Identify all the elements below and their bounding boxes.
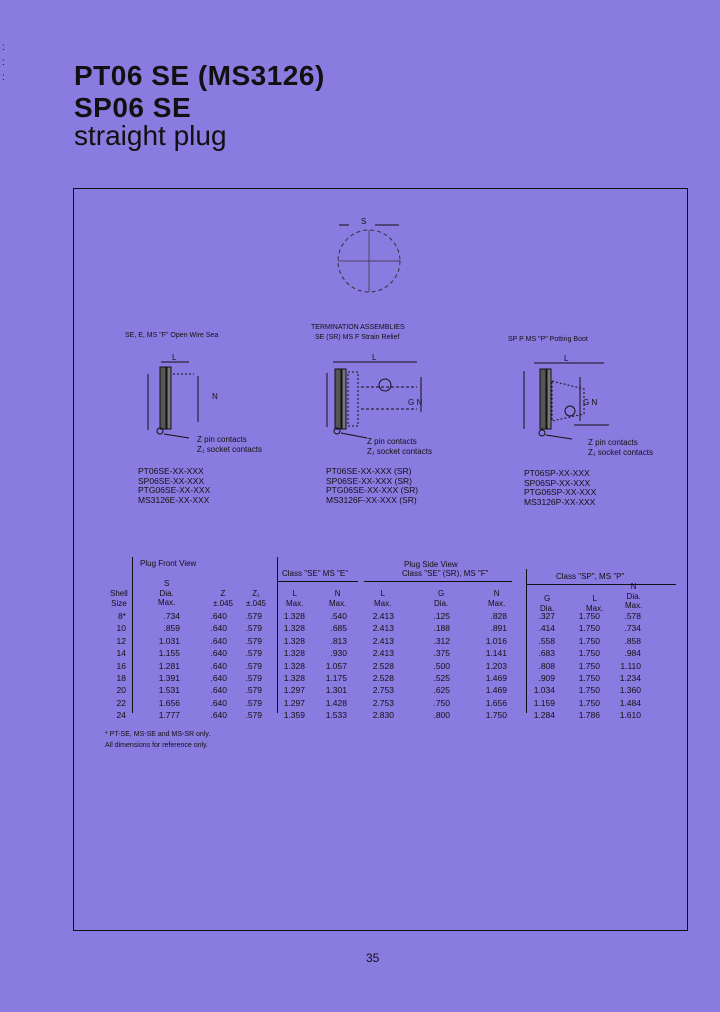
table-cell-sr_l: 2.413: [372, 635, 394, 646]
table-cell-sp_g: .327: [538, 611, 555, 621]
table-cell-sr_g: .500: [433, 660, 450, 671]
header-se-l: L Max.: [286, 589, 304, 608]
table-cell-sr_n: 1.656: [485, 697, 507, 708]
part-number: SP06SE-XX-XXX (SR): [326, 475, 412, 486]
group-class-sp: Class "SP", MS "P": [556, 572, 625, 581]
right-part-numbers: [524, 469, 596, 507]
table-cell-sp_l: 1.750: [578, 648, 600, 659]
header-se-n: N Max.: [329, 589, 347, 608]
table-cell-se_l: 1.328: [283, 611, 305, 621]
group-plug-side-view: Plug Side View: [404, 560, 458, 569]
table-cell-sr_n: 1.141: [485, 648, 507, 659]
table-cell-z: .640: [210, 635, 227, 646]
margin-marks: : : :: [2, 42, 5, 83]
table-cell-sp_g: 1.034: [533, 685, 555, 696]
header-sr-l: L Max.: [374, 589, 392, 608]
table-cell-sp_l: 1.750: [578, 697, 600, 708]
table-cell-sp_l: 1.750: [578, 660, 600, 671]
table-cell-z: .640: [210, 648, 227, 659]
part-number: MS3126E-XX-XXX: [138, 494, 210, 505]
group-plug-front-view: Plug Front View: [140, 559, 197, 568]
table-cell-se_n: 1.175: [325, 673, 347, 684]
right-socket-contacts-label: Z₁ socket contacts: [588, 448, 653, 457]
table-cell-z1: .579: [245, 611, 262, 621]
middle-socket-contacts-label: Z₁ socket contacts: [367, 447, 432, 456]
table-cell-sr_n: 1.469: [485, 685, 507, 696]
part-number: PT06SE-XX-XXX (SR): [326, 466, 412, 476]
header-s: S Dia. Max.: [158, 579, 176, 607]
column-sp-g: [527, 610, 555, 722]
table-cell-z1: .579: [245, 623, 262, 634]
table-cell-sp_l: 1.750: [578, 685, 600, 696]
table-cell-z1: .579: [245, 685, 262, 696]
potting-boot-plug-drawing: [514, 359, 629, 444]
table-cell-sr_n: .828: [490, 611, 507, 621]
part-number: PT06SE-XX-XXX: [138, 466, 204, 476]
table-cell-z1: .579: [245, 660, 262, 671]
table-cell-sp_n: .734: [624, 623, 641, 634]
table-cell-z: .640: [210, 697, 227, 708]
table-cell-sp_n: .578: [624, 611, 641, 621]
table-cell-shell: 8*: [117, 611, 126, 621]
table-cell-z: .640: [210, 611, 227, 621]
table-cell-sr_g: .312: [433, 635, 450, 646]
middle-part-numbers: [326, 467, 418, 505]
right-dim-GN: G N: [583, 398, 598, 407]
table-cell-sp_g: 1.284: [533, 710, 555, 721]
column-z1: [240, 610, 262, 722]
table-cell-sp_l: 1.750: [578, 623, 600, 634]
table-cell-z: .640: [210, 673, 227, 684]
column-sr-l: [366, 610, 394, 722]
table-cell-sr_n: .891: [490, 623, 507, 634]
left-dim-L: L: [172, 353, 177, 362]
table-cell-sr_l: 2.528: [372, 660, 394, 671]
right-pin-contacts-label: Z pin contacts: [588, 438, 638, 447]
column-s-dia: [152, 610, 180, 722]
table-cell-se_l: 1.359: [283, 710, 305, 721]
footnote: * PT-SE, MS-SE and MS-SR only.: [105, 731, 211, 738]
table-cell-sr_g: .625: [433, 685, 450, 696]
left-part-numbers: [138, 467, 210, 505]
table-cell-shell: 14: [116, 648, 126, 659]
group-class-se: Class "SE" MS "E": [282, 569, 349, 578]
table-cell-sp_n: 1.360: [619, 685, 641, 696]
table-cell-shell: 22: [116, 697, 126, 708]
table-cell-s: 1.777: [158, 710, 180, 721]
column-sp-l: [572, 610, 600, 722]
column-sr-n: [479, 610, 507, 722]
column-shell-size: [110, 610, 126, 722]
plug-front-view-drawing: [329, 217, 409, 297]
table-cell-sr_n: 1.469: [485, 673, 507, 684]
table-cell-sr_l: 2.830: [372, 710, 394, 721]
table-cell-sr_l: 2.413: [372, 611, 394, 621]
header-z: Z ±.045: [213, 589, 233, 608]
right-dim-L: L: [564, 354, 569, 363]
header-sr-n: N Max.: [488, 589, 506, 608]
table-rule: [364, 581, 512, 582]
table-cell-se_n: 1.057: [325, 660, 347, 671]
title-line-1: PT06 SE (MS3126): [74, 60, 325, 91]
table-cell-sp_g: .414: [538, 623, 555, 634]
table-cell-sr_g: .375: [433, 648, 450, 659]
table-rule: [132, 557, 133, 713]
table-cell-se_n: .685: [330, 623, 347, 634]
table-cell-z: .640: [210, 685, 227, 696]
table-cell-s: .859: [163, 623, 180, 634]
table-rule: [526, 584, 676, 585]
table-cell-s: 1.391: [158, 673, 180, 684]
table-cell-sp_l: 1.786: [578, 710, 600, 721]
table-cell-sr_g: .800: [433, 710, 450, 721]
part-number: PTG06SP-XX-XXX: [524, 487, 597, 497]
page-number: 35: [366, 951, 380, 965]
middle-diagram-caption-1: TERMINATION ASSEMBLIES: [311, 324, 405, 331]
table-cell-sp_g: .808: [538, 660, 555, 671]
table-cell-z1: .579: [245, 673, 262, 684]
table-cell-sp_g: 1.159: [533, 697, 555, 708]
table-cell-sr_g: .125: [433, 611, 450, 621]
table-cell-z1: .579: [245, 710, 262, 721]
left-diagram-caption: SE, E, MS "F" Open Wire Sea: [125, 332, 219, 339]
table-cell-sr_l: 2.413: [372, 623, 394, 634]
table-cell-shell: 12: [116, 635, 126, 646]
title-line-2: SP06 SE: [74, 92, 192, 123]
table-cell-shell: 20: [116, 685, 126, 696]
table-cell-se_n: .540: [330, 611, 347, 621]
table-cell-z1: .579: [245, 635, 262, 646]
header-sp-g: G Dia.: [540, 594, 555, 613]
table-cell-sp_l: 1.750: [578, 673, 600, 684]
table-cell-sr_l: 2.753: [372, 697, 394, 708]
table-cell-sr_l: 2.528: [372, 673, 394, 684]
front-view-dim-label: S: [361, 217, 367, 226]
table-cell-se_n: .813: [330, 635, 347, 646]
table-cell-sr_l: 2.753: [372, 685, 394, 696]
table-cell-z: .640: [210, 710, 227, 721]
header-sp-l: L Max.: [586, 594, 604, 613]
table-cell-sr_g: .525: [433, 673, 450, 684]
table-cell-se_l: 1.328: [283, 648, 305, 659]
table-cell-sp_g: .558: [538, 635, 555, 646]
table-cell-s: 1.031: [158, 635, 180, 646]
table-cell-sr_n: 1.016: [485, 635, 507, 646]
table-cell-sp_g: .683: [538, 648, 555, 659]
column-sp-n: [613, 610, 641, 722]
group-class-sr: Class "SE" (SR), MS "F": [402, 569, 489, 578]
table-cell-se_n: .930: [330, 648, 347, 659]
left-pin-contacts-label: Z pin contacts: [197, 435, 247, 444]
table-cell-z: .640: [210, 623, 227, 634]
table-cell-sp_n: 1.110: [620, 660, 641, 671]
part-number: PTG06SE-XX-XXX (SR): [326, 485, 419, 495]
table-cell-se_l: 1.328: [283, 635, 305, 646]
footnotes: [105, 729, 210, 751]
table-cell-s: 1.531: [158, 685, 180, 696]
table-cell-z1: .579: [245, 648, 262, 659]
table-cell-sp_n: 1.610: [619, 710, 641, 721]
header-sp-n: N Dia. Max.: [625, 582, 643, 610]
table-cell-se_l: 1.328: [283, 623, 305, 634]
table-cell-se_n: 1.533: [325, 710, 347, 721]
header-shell-size: Shell Size: [110, 589, 128, 608]
column-se-l: [277, 610, 305, 722]
table-rule: [277, 581, 358, 582]
table-cell-sp_n: 1.484: [619, 697, 641, 708]
header-sr-g: G Dia.: [434, 589, 449, 608]
drawing-frame: [73, 188, 688, 931]
part-number: PTG06SE-XX-XXX: [138, 485, 211, 495]
table-cell-shell: 10: [116, 623, 126, 634]
left-dim-N: N: [212, 392, 218, 401]
part-number: SP06SP-XX-XXX: [524, 477, 591, 488]
table-cell-s: 1.155: [158, 648, 180, 659]
part-number: MS3126F-XX-XXX (SR): [326, 494, 417, 505]
middle-diagram-caption-2: SE (SR) MS F Strain Relief: [315, 334, 400, 341]
table-cell-sp_n: .858: [624, 635, 641, 646]
column-sr-g: [424, 610, 450, 722]
table-cell-se_l: 1.328: [283, 673, 305, 684]
middle-pin-contacts-label: Z pin contacts: [367, 437, 417, 446]
table-cell-sr_n: 1.203: [485, 660, 507, 671]
table-cell-sr_n: 1.750: [485, 710, 507, 721]
middle-dim-L: L: [372, 353, 377, 362]
table-cell-shell: 18: [116, 673, 126, 684]
table-cell-se_n: 1.428: [325, 697, 347, 708]
right-diagram-caption: SP P MS "P" Potting Boot: [508, 336, 588, 343]
table-cell-s: 1.281: [158, 660, 180, 671]
part-number: PT06SP-XX-XXX: [524, 468, 590, 478]
table-cell-sr_g: .188: [433, 623, 450, 634]
table-cell-se_n: 1.301: [325, 685, 347, 696]
table-cell-sp_g: .909: [538, 673, 555, 684]
table-cell-sp_n: 1.234: [619, 673, 641, 684]
part-number: SP06SE-XX-XXX: [138, 475, 205, 486]
table-cell-sp_n: .984: [624, 648, 641, 659]
table-cell-sr_g: .750: [433, 697, 450, 708]
left-socket-contacts-label: Z₁ socket contacts: [197, 445, 262, 454]
footnote: All dimensions for reference only.: [105, 742, 208, 749]
column-se-n: [319, 610, 347, 722]
header-z1: Z₁ ±.045: [246, 589, 266, 608]
table-cell-sp_l: 1.750: [578, 635, 600, 646]
column-z: [205, 610, 227, 722]
part-number: MS3126P-XX-XXX: [524, 496, 596, 507]
table-cell-se_l: 1.297: [283, 685, 305, 696]
table-cell-shell: 24: [116, 710, 126, 721]
table-cell-se_l: 1.297: [283, 697, 305, 708]
table-cell-z1: .579: [245, 697, 262, 708]
middle-dim-GN: G N: [408, 398, 423, 407]
table-cell-s: .734: [163, 611, 180, 621]
table-cell-sr_l: 2.413: [372, 648, 394, 659]
table-cell-sp_l: 1.750: [578, 611, 600, 621]
table-cell-z: .640: [210, 660, 227, 671]
subtitle: straight plug: [74, 120, 227, 151]
table-cell-s: 1.656: [158, 697, 180, 708]
table-cell-shell: 16: [116, 660, 126, 671]
table-cell-se_l: 1.328: [283, 660, 305, 671]
